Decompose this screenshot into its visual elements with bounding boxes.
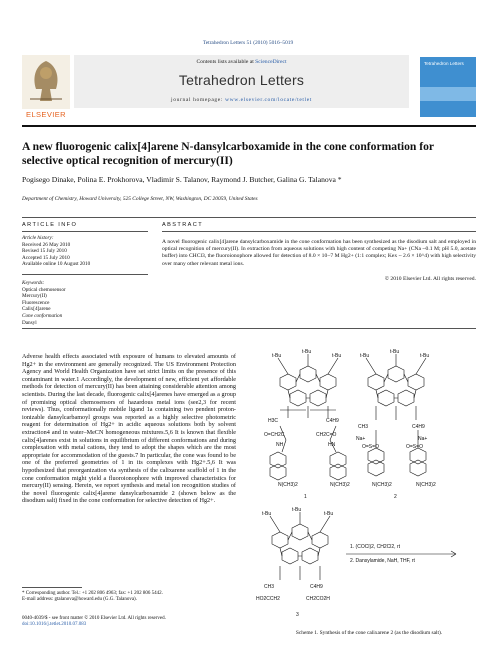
corresponding-author: * Corresponding author. Tel.: +1 202 806 4963; fax: +1 202 806 5442.: [22, 591, 163, 596]
dimethylamino-label: N(CH3)2: [416, 482, 436, 488]
compound-2-label: 2: [394, 494, 397, 500]
compound-2-structure: [366, 354, 426, 476]
sodium-label: Na+: [356, 436, 366, 442]
methyl-label: H3C: [268, 418, 279, 424]
author-list: Pogisego Dinake, Polina E. Prokhorova, Vladimir S. Talanov, Raymond J. Butcher, Galina G. Talanova *: [22, 175, 342, 184]
journal-header: [22, 55, 476, 127]
journal-cover[interactable]: [420, 57, 476, 117]
tbu-label: t-Bu: [324, 511, 334, 517]
hn-label: HN: [328, 442, 336, 448]
scheme-1-figure: [250, 348, 476, 626]
contents-line: [74, 59, 409, 65]
article-history: [22, 235, 148, 268]
keyword: Fluorescence: [22, 299, 50, 306]
tbu-label: t-Bu: [262, 511, 272, 517]
compound-3-structure: [270, 512, 330, 580]
publisher-name: ELSEVIER: [26, 110, 66, 119]
sodium-label: Na+: [418, 436, 428, 442]
scheme-labels: [256, 349, 436, 618]
cover-band: [420, 87, 476, 101]
footer: [22, 616, 236, 628]
keyword: Dansyl: [22, 319, 37, 326]
divider: [22, 217, 476, 218]
reagent-step-1: 1. (COCl)2, CH2Cl2, rt: [350, 544, 401, 550]
contents-prefix: Contents lists available at: [196, 59, 256, 65]
nh-label: NH: [276, 442, 284, 448]
email-note[interactable]: E-mail address: gtalanova@howard.edu (G.G. Talanova).: [22, 597, 137, 603]
history-item: Received 26 May 2010: [22, 241, 71, 248]
history-label: Article history:: [22, 235, 54, 241]
tbu-label: t-Bu: [302, 349, 312, 355]
methyl-label: CH3: [264, 584, 275, 590]
reagent-step-2: 2. Dansylamide, NaH, THF, rt: [350, 558, 415, 564]
journal-citation[interactable]: Tetrahedron Letters 51 (2010) 5016–5019: [202, 40, 294, 46]
body-paragraph: Adverse health effects associated with exposure of humans to elevated amounts of Hg2+ in the environment are generally recognized. The US Environment Protection Agency and World Health Organization have set strict limits on the presence of this contaminant in water.1 Accordingly, the development of new, efficient yet affordable methods for detection of mercury(II) has been attaining considerable attention among scientists. During the last decade, fluorogenic calix[4]arenes have emerged as a group of promising optical chemosensors of hazardous metal ions (see2,3 for recent reviews). Thus, conformationally mobile ligand 1a containing two pendent proton-ionizable dansylcarbamoyl groups was reported as a highly selective photometric reagent for determination of Hg2+ in acidic aqueous solutions both by solvent extraction4 and in water–MeCN homogeneous mixtures.5,6 It is known that flexible calix[4]arenes exist in solutions in equilibrium of different conformations and during complexation with metal cations, they tend to adopt the shapes which are the most appropriate for accommodation of the guests.7 In particular, the cone was found to be one of the preferred geometries of 1 in its complexes with Hg2+.5,6 It was hypothesized that preorganization via synthesis of the calixarene scaffold of 1 in the cone conformation might yield a fluoroionophore with improved characteristics for mercury(II) sensing. Herein, we report synthesis and metal ion recognition studies of the novel fluorogenic calix[4]arene dansylcarboxamide 2 (shown below as the disodium salt) fixed in the cone conformation for selective detection of Hg2+.: [22, 353, 236, 505]
scheme-caption: Scheme 1. Synthesis of the cone calixarene 2 (as the disodium salt).: [295, 630, 443, 636]
issn-line: 0040-4039/$ - see front matter © 2010 Elsevier Ltd. All rights reserved.: [22, 616, 166, 621]
footnotes: [22, 591, 236, 603]
divider: [22, 231, 148, 232]
footnote-divider: [22, 587, 82, 588]
compound-1-structure: [270, 354, 346, 480]
cover-title: Tetrahedron Letters: [424, 61, 464, 66]
butyl-label: C4H9: [412, 424, 425, 430]
copyright: © 2010 Elsevier Ltd. All rights reserved.: [384, 276, 476, 282]
sulfonyl-label: O=S=O: [362, 444, 379, 450]
compound-1-label: 1: [304, 494, 307, 500]
keywords-label: Keywords:: [22, 280, 45, 286]
affiliation: Department of Chemistry, Howard University, 525 College Street, NW, Washington, DC 20059, United States: [22, 196, 258, 202]
journal-homepage: [74, 97, 409, 103]
keyword: Mercury(II): [22, 293, 47, 300]
keyword: Cone conformation: [22, 312, 63, 319]
tbu-label: t-Bu: [332, 353, 342, 359]
carbonyl-label: CH2C=O: [316, 432, 337, 438]
history-item: Accepted 15 July 2010: [22, 254, 70, 261]
abstract-text: A novel fluorogenic calix[4]arene dansylcarboxamide in the cone conformation has been synthesized as the disodium salt and employed in optical recognition of mercury(II). In extraction from aqueous solutions with high content of competing Na+ (CNa ~0.1 M; pH 5.0, acetate buffer) into CHCl3, the fluoroionophore allowed for detection of 8.0 × 10−7 M Hg2+ (1:1 complex; Kex ~ 2.6 × 10^4) with high selectivity over many other relevant metal ions.: [162, 239, 476, 267]
butyl-label: C4H9: [326, 418, 339, 424]
divider: [22, 274, 148, 275]
dimethylamino-label: N(CH3)2: [278, 482, 298, 488]
sulfonyl-label: O=S=O: [406, 444, 423, 450]
tbu-label: t-Bu: [390, 349, 400, 355]
history-item: Available online 10 August 2010: [22, 261, 91, 268]
abstract-heading: ABSTRACT: [162, 222, 204, 228]
tbu-label: t-Bu: [272, 353, 282, 359]
acid-label: CH2CO2H: [306, 596, 330, 602]
dimethylamino-label: N(CH3)2: [330, 482, 350, 488]
article-info-heading: ARTICLE INFO: [22, 222, 78, 228]
divider: [22, 328, 476, 329]
keyword: Calix[4]arene: [22, 306, 51, 313]
keyword: Optical chemosensor: [22, 286, 66, 293]
methyl-label: CH3: [358, 424, 369, 430]
dimethylamino-label: N(CH3)2: [372, 482, 392, 488]
doi-link[interactable]: doi:10.1016/j.tetlet.2010.07.083: [22, 622, 87, 628]
tbu-label: t-Bu: [292, 507, 302, 513]
homepage-prefix: journal homepage:: [171, 97, 226, 103]
tbu-label: t-Bu: [420, 353, 430, 359]
keywords: [22, 280, 148, 326]
history-item: Revised 15 July 2010: [22, 248, 67, 255]
elsevier-logo[interactable]: [22, 55, 70, 117]
paper-title: A new fluorogenic calix[4]arene N-dansylcarboxamide in the cone conformation for selective optical recognition of mercury(II): [22, 140, 434, 167]
carbonyl-label: O=CH2C: [264, 432, 285, 438]
journal-title: Tetrahedron Letters: [178, 72, 305, 88]
compound-3-label: 3: [296, 612, 299, 618]
tbu-label: t-Bu: [360, 353, 370, 359]
butyl-label: C4H9: [310, 584, 323, 590]
homepage-link[interactable]: www.elsevier.com/locate/tetlet: [225, 97, 312, 103]
sciencedirect-link[interactable]: ScienceDirect: [255, 59, 287, 65]
acid-label: HO2CCH2: [256, 596, 280, 602]
divider: [162, 231, 476, 232]
